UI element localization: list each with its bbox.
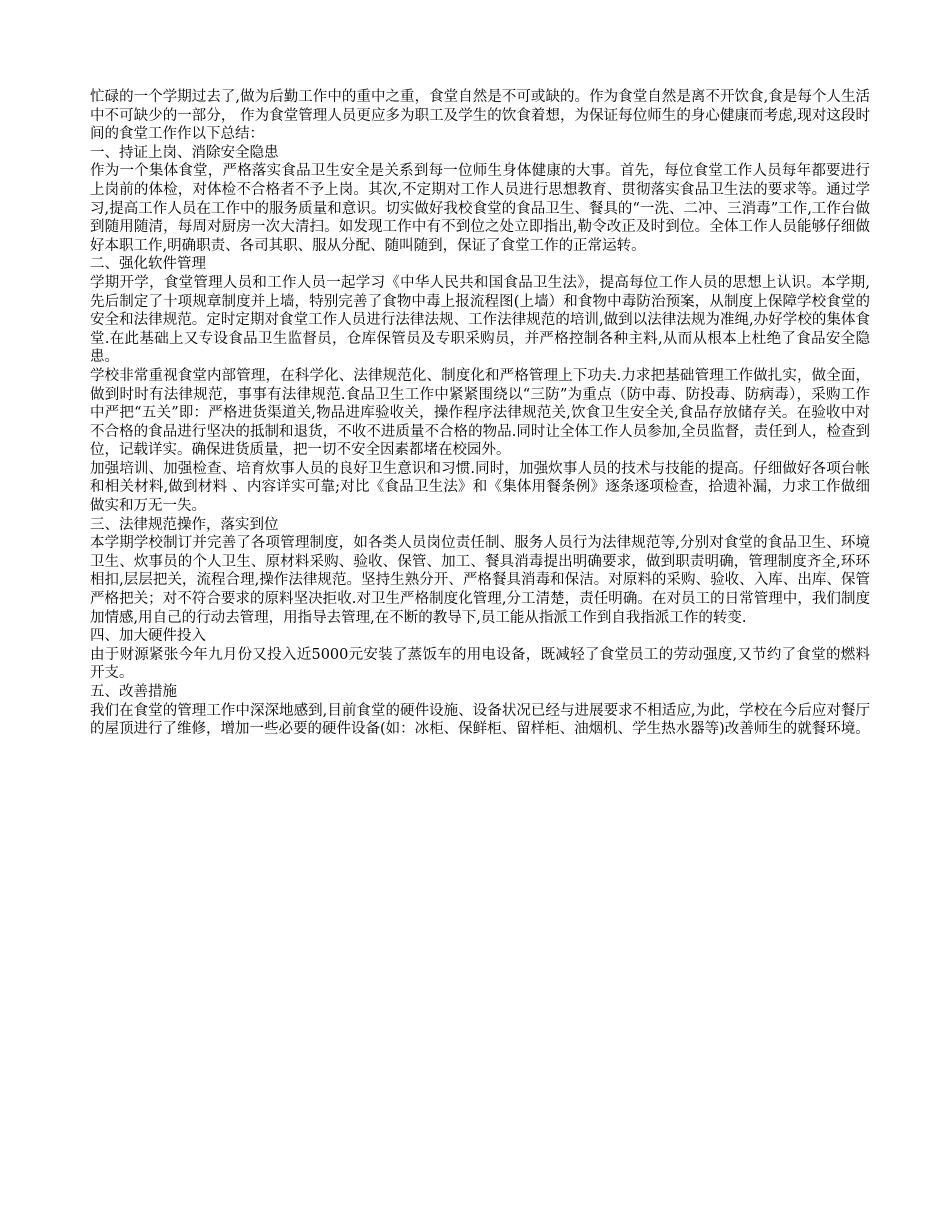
section-heading-1: 一、持证上岗、消除安全隐患 (90, 144, 279, 161)
section-2-paragraph-3: 加强培训、加强检查、培育炊事人员的良好卫生意识和习惯.同时，加强炊事人员的技术与技能的提高。仔细做好各项台帐和相关材料,做到材料 、内容详实可靠;对比《食品卫生法》和《集体用餐条例》逐条逐项检查，拾遗补漏，力求工作做细做实和万无一失。 (90, 460, 870, 515)
section-heading-2: 二、强化软件管理 (90, 256, 206, 273)
document-body (90, 88, 870, 739)
section-1-paragraph: 作为一个集体食堂，严格落实食品卫生安全是关系到每一位师生身体健康的大事。首先，每位食堂工作人员每年都要进行上岗前的体检，对体检不合格者不予上岗。其次,不定期对工作人员进行思想教育、贯彻落实食品卫生法的要求等。通过学习,提高工作人员在工作中的服务质量和意识。切实做好我校食堂的食品卫生、餐具的“一洗、二冲、三消毒”工作,工作台做到随用随清，每周对厨房一次大清扫。如发现工作中有不到位之处立即指出,勒令改正及时到位。全体工作人员能够仔细做好本职工作,明确职责、各司其职、服从分配、随叫随到，保证了食堂工作的正常运转。 (90, 163, 870, 254)
intro-paragraph: 忙碌的一个学期过去了,做为后勤工作中的重中之重，食堂自然是不可或缺的。作为食堂自然是离不开饮食,食是每个人生活中不可缺少的一部分， 作为食堂管理人员更应多为职工及学生的饮食着想，为保证每位师生的身心健康而考虑,现对这段时间的食堂工作作以下总结： (90, 89, 870, 143)
section-5-paragraph: 我们在食堂的管理工作中深深地感到,目前食堂的硬件设施、设备状况已经与进展要求不相适应,为此，学校在今后应对餐厅的屋顶进行了维修，增加一些必要的硬件设备(如：冰柜、保鲜柜、留样柜、油烟机、学生热水器等)改善师生的就餐环境。 (90, 702, 870, 738)
section-heading-3: 三、法律规范操作，落实到位 (90, 516, 279, 533)
section-2-paragraph-2: 学校非常重视食堂内部管理，在科学化、法律规范化、制度化和严格管理上下功夫.力求把基础管理工作做扎实，做全面，做到时时有法律规范，事事有法律规范.食品卫生工作中紧紧围绕以“三防”为重点（防中毒、防投毒、防病毒），采购工作中严把“五关”即：严格进货渠道关,物品进库验收关，操作程序法律规范关,饮食卫生安全关,食品存放储存关。在验收中对不合格的食品进行坚决的抵制和退货，不收不进质量不合格的物品.同时让全体工作人员参加,全员监督，责任到人，检查到位，记载详实。确保进货质量，把一切不安全因素都堵在校园外。 (90, 367, 870, 459)
section-3-paragraph: 本学期学校制订并完善了各项管理制度，如各类人员岗位责任制、服务人员行为法律规范等,分别对食堂的食品卫生、环境卫生、炊事员的个人卫生、原材料采购、验收、保管、加工、餐具消毒提出明确要求，做到职责明确，管理制度齐全,环环相扣,层层把关，流程合理,操作法律规范。坚持生熟分开、严格餐具消毒和保洁。对原料的采购、验收、入库、出库、保管严格把关；对不符合要求的原料坚决拒收.对卫生严格制度化管理,分工清楚，责任明确。在对员工的日常管理中，我们制度加情感,用自己的行动去管理，用指导去管理,在不断的教导下,员工能从指派工作到自我指派工作的转变. (90, 535, 870, 626)
section-2-paragraph-1: 学期开学，食堂管理人员和工作人员一起学习《中华人民共和国食品卫生法》，提高每位工作人员的思想上认识。本学期,先后制定了十项规章制度并上墙，特别完善了食物中毒上报流程图(上墙）和食物中毒防治预案，从制度上保障学校食堂的安全和法律规范。定时定期对食堂工作人员进行法律法规、工作法律规范的培训,做到以法律法规为准绳,办好学校的集体食堂.在此基础上又专设食品卫生监督员，仓库保管员及专职采购员，并严格控制各种主料,从而从根本上杜绝了食品安全隐患。 (90, 274, 870, 366)
section-4-paragraph: 由于财源紧张今年九月份又投入近5000元安装了蒸饭车的用电设备，既减轻了食堂员工的劳动强度,又节约了食堂的燃料开支。 (90, 646, 870, 682)
section-heading-4: 四、加大硬件投入 (90, 628, 206, 645)
section-heading-5: 五、改善措施 (90, 684, 177, 700)
